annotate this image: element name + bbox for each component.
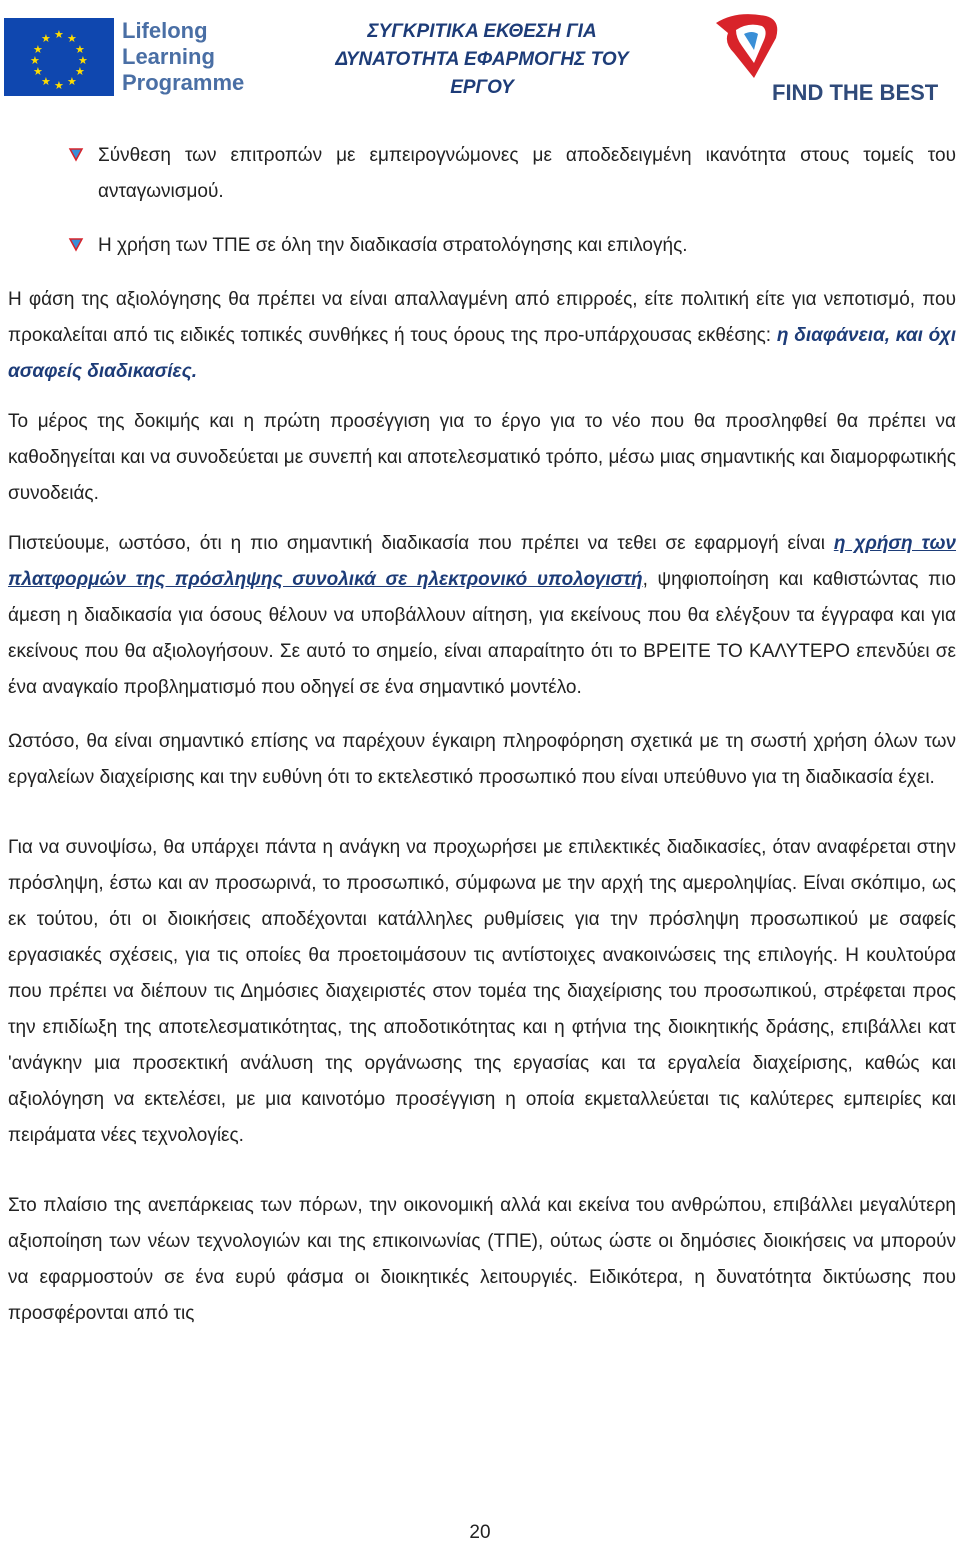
bullet-item xyxy=(8,138,956,210)
paragraph-2: Το μέρος της δοκιμής και η πρώτη προσέγγιση για το έργο για το νέο που θα προσληφθεί θα πρέπει να καθοδηγείται και να συνοδεύεται με συνεπή και αποτελεσματικό τρόπο, μέσω μιας σημαντικής και διαμορφωτικής συνοδειάς. xyxy=(8,411,956,504)
llp-logo-line-1: Lifelong xyxy=(122,18,208,43)
bullet-item xyxy=(8,228,956,264)
lifelong-learning-programme-logo xyxy=(4,18,244,96)
paragraph-4: Ωστόσο, θα είναι σημαντικό επίσης να παρέχουν έγκαιρη πληροφόρηση σχετικά με τη σωστή χρήση όλων των εργαλείων διαχείρισης και την ευθύνη ότι το εκτελεστικό προσωπικό που είναι υπεύθυνο για τη διαδικασία έχει. xyxy=(8,731,956,788)
page-header xyxy=(0,0,960,110)
ftb-logo-text: FIND THE BEST xyxy=(772,80,939,105)
document-body xyxy=(8,138,956,1332)
llp-logo-line-2: Learning xyxy=(122,44,215,69)
paragraph-3 xyxy=(8,526,956,706)
bullet-check-icon xyxy=(68,236,84,252)
paragraph-1 xyxy=(8,282,956,390)
title-line-2: ΔΥΝΑΤΟΤΗΤΑ ΕΦΑΡΜΟΓΗΣ ΤΟΥ xyxy=(335,49,629,70)
llp-logo-line-3: Programme xyxy=(122,70,245,95)
eu-flag-icon: ★ ★ ★ ★ ★ ★ ★ ★ ★ ★ ★ ★ xyxy=(4,18,114,96)
bullet-check-icon xyxy=(68,146,84,162)
paragraph-3-start: Πιστεύουμε, ωστόσο, ότι η πιο σημαντική διαδικασία που πρέπει να τεθει σε εφαρμογή είναι xyxy=(8,533,834,554)
paragraph-5: Για να συνοψίσω, θα υπάρχει πάντα η ανάγκη να προχωρήσει με επιλεκτικές διαδικασίες, όταν αναφέρεται στην πρόσληψη, έστω και αν προσωρινά, το προσωπικό, σύμφωνα με την αρχή της αμεροληψίας. Είναι σκόπιμο, ως εκ τούτου, ότι οι διοικήσεις αποδέχονται κατάλληλες ρυθμίσεις για την πρόσληψη προσωπικού με σαφείς εργασιακές σχέσεις, για τις οποίες θα προετοιμάσουν τις αντίστοιχες ανακοινώσεις της επιλογής. Η κουλτούρα που πρέπει να διέπουν τις Δημόσιες διαχειριστές στον τομέα της διαχείρισης του προσωπικού, στρέφεται προς την επιδίωξη της αποτελεσματικότητας, της αποδοτικότητας και η φτήνια της διοικητικής δράσης, επιβάλλει κατ 'ανάγκην μια προσεκτική ανάλυση της οργάνωσης της εργασίας και τα εργαλεία διαχείρισης, καθώς και αξιολόγηση να εκτελέσει, με μια καινοτόμο προσέγγιση η οποία εκμεταλλεύεται τις καλύτερες εμπειρίες και πειράματα νέες τεχνολογίες. xyxy=(8,837,956,1146)
recruitment-platforms-link[interactable]: η χρήση των πλατφορμών της πρόσληψης συνολικά σε ηλεκτρονικό υπολογιστή xyxy=(8,533,957,590)
paragraph-6: Στο πλαίσιο της ανεπάρκειας των πόρων, την οικονομική αλλά και εκείνα του ανθρώπου, επιβάλλει μεγαλύτερη αξιοποίηση των νέων τεχνολογιών και της επικοινωνίας (ΤΠΕ), ούτως ώστε οι δημόσιες διοικήσεις να μπορούν να εφαρμοστούν σε ένα ευρύ φάσμα οι διοικητικές λειτουργιές. Ειδικότερα, η δυνατότητα δικτύωσης που προσφέρονται από τις xyxy=(8,1195,956,1324)
title-line-3: ΕΡΓΟΥ xyxy=(450,77,514,98)
paragraph-3-end: , ψηφιοποίηση και καθιστώντας πιο άμεση η διαδικασία για όσους θέλουν να υποβάλλουν αίτηση, για εκείνους που θα ελέγξουν τα έγγραφα και για εκείνους που θα αξιολογήσουν. Σε αυτό το σημείο, είναι απαραίτητο ότι το ΒΡΕΙΤΕ ΤΟ ΚΑΛΥΤΕΡΟ επενδύει σε ένα αναγκαίο προβληματισμό που οδηγεί σε ένα σημαντικό μοντέλο. xyxy=(8,569,956,698)
bullet-text-1: Σύνθεση των επιτροπών με εμπειρογνώμονες με αποδεδειγμένη ικανότητα στους τομείς του ανταγωνισμού. xyxy=(98,145,956,202)
document-title xyxy=(322,18,642,102)
page-number: 20 xyxy=(469,1522,491,1543)
bullet-text-2: Η χρήση των ΤΠΕ σε όλη την διαδικασία στρατολόγησης και επιλογής. xyxy=(98,235,688,256)
paragraph-1-text: Η φάση της αξιολόγησης θα πρέπει να είναι απαλλαγμένη από επιρροές, είτε πολιτική είτε για νεποτισμό, που προκαλείται από τις ειδικές τοπικές συνθήκες ή τους όρους της προ-υπάρχουσας εκθέσης: xyxy=(8,289,956,346)
paragraph-1-emphasis: η διαφάνεια, και όχι ασαφείς διαδικασίες. xyxy=(8,325,956,382)
title-line-1: ΣΥΓΚΡΙΤΙΚΑ ΕΚΘΕΣΗ ΓΙΑ xyxy=(367,21,597,42)
